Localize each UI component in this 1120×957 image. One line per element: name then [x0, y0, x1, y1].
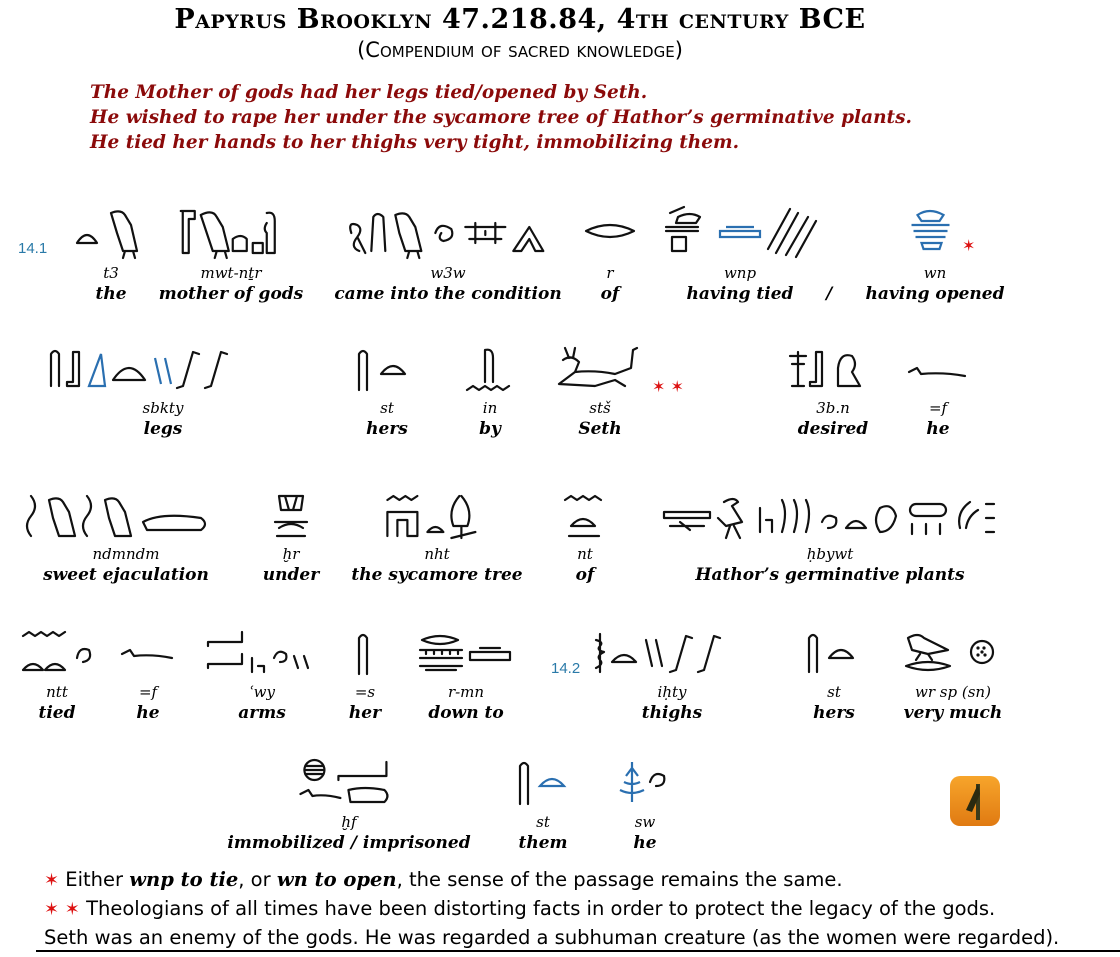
- hieroglyph-group-icon: [898, 628, 1008, 680]
- transliteration: wn: [923, 264, 947, 282]
- word-nt: [555, 492, 615, 586]
- mouth-glyph-icon: [580, 203, 640, 261]
- intro-line: He tied her hands to her thighs very tight, immobilizing them.: [90, 132, 740, 153]
- word-r: [580, 203, 640, 305]
- gloss: of: [600, 284, 620, 304]
- word-t3: [71, 203, 151, 305]
- hieroglyph-group-icon: [17, 628, 97, 680]
- gloss: Seth: [578, 419, 622, 439]
- transliteration: r-mn: [447, 683, 485, 701]
- hieroglyph-group-icon: [71, 203, 151, 261]
- intro-line: The Mother of gods had her legs tied/opened by Seth.: [90, 82, 648, 103]
- page-subtitle: (Compendium of sacred knowledge): [357, 38, 683, 62]
- intro-line: He wished to rape her under the sycamore tree of Hathor’s germinative plants.: [90, 107, 912, 128]
- transliteration: 3b.n: [816, 399, 850, 417]
- transliteration: ḫf: [341, 813, 357, 831]
- word-s: [345, 628, 385, 724]
- hieroglyph-group-icon: [343, 203, 553, 261]
- footnote-2: [44, 895, 1120, 924]
- gloss: very much: [903, 703, 1003, 723]
- word-r-mn: [416, 628, 516, 724]
- gloss: he: [926, 419, 950, 439]
- seth-animal-icon: [545, 344, 655, 396]
- gloss: hers: [813, 703, 855, 723]
- hieroglyph-group-icon: [900, 203, 970, 261]
- star-mark-icon: ✶: [44, 870, 60, 891]
- gloss: arms: [238, 703, 286, 723]
- transliteration: ntt: [46, 683, 68, 701]
- hieroglyph-group-icon: [202, 628, 322, 680]
- word-wn: [866, 203, 1005, 305]
- hieroglyph-group-icon: [778, 344, 888, 396]
- gloss: by: [479, 419, 501, 439]
- transliteration: sw: [634, 813, 656, 831]
- separator-slash: /: [826, 284, 833, 304]
- hieroglyph-group-icon: [592, 628, 752, 680]
- word-st2: [799, 628, 869, 724]
- gloss: legs: [143, 419, 183, 439]
- word-f2: [118, 628, 178, 724]
- word-ntt: [17, 628, 97, 724]
- word-wr-sp-sn: [898, 628, 1008, 724]
- hieroglyph-group-icon: [799, 628, 869, 680]
- gloss: the sycamore tree: [351, 565, 523, 585]
- word-hf: [227, 756, 470, 854]
- transliteration: r: [606, 264, 614, 282]
- folded-cloth-icon: [345, 628, 385, 680]
- gloss: under: [262, 565, 320, 585]
- transliteration: wnp: [723, 264, 757, 282]
- gloss: the: [95, 284, 127, 304]
- footnote-1: [44, 866, 1120, 895]
- transliteration: mwt-nṯr: [200, 264, 262, 282]
- footnote-term: wnp to tie: [129, 868, 239, 891]
- gloss: having tied: [686, 284, 794, 304]
- transliteration: nht: [424, 545, 450, 563]
- gloss: desired: [797, 419, 869, 439]
- word-st3: [508, 756, 578, 854]
- gloss: immobilized / imprisoned: [227, 833, 471, 853]
- transliteration: nt: [577, 545, 593, 563]
- hieroglyph-group-icon: [261, 492, 321, 542]
- word-sbkty: [43, 344, 283, 440]
- word-w3w: [334, 203, 561, 305]
- transliteration: wr sp (sn): [915, 683, 991, 701]
- transliteration: stš: [589, 399, 611, 417]
- transliteration: sbkty: [142, 399, 184, 417]
- transliteration: t3: [103, 264, 119, 282]
- gloss: thighs: [641, 703, 703, 723]
- gloss: sweet ejaculation: [43, 565, 209, 585]
- footnote-text: , the sense of the passage remains the same.: [396, 868, 843, 891]
- gloss: having opened: [865, 284, 1005, 304]
- word-st: [347, 344, 427, 440]
- word-hbywt: [660, 492, 1000, 586]
- transliteration: ndmndm: [92, 545, 160, 563]
- bottom-divider: [36, 950, 1120, 952]
- footnote-text: Theologians of all times have been distorting facts in order to protect the legacy of the gods.: [86, 897, 996, 920]
- hieroglyph-group-icon: [171, 203, 291, 261]
- footnote-text: Either: [65, 868, 130, 891]
- transliteration: st: [536, 813, 550, 831]
- transliteration: in: [482, 399, 498, 417]
- word-ihty: [592, 628, 752, 724]
- footnote-text: , or: [238, 868, 277, 891]
- transliteration: w3w: [430, 264, 466, 282]
- hieroglyph-group-icon: [650, 203, 830, 261]
- hieroglyph-group-icon: [455, 344, 525, 396]
- line-number-14-1: 14.1: [18, 240, 48, 257]
- word-nht: [351, 492, 522, 586]
- footnotes: [44, 866, 1120, 952]
- line-number-14-2: 14.2: [551, 660, 581, 677]
- gloss: came into the condition: [334, 284, 562, 304]
- gloss: down to: [428, 703, 504, 723]
- footnote-term: wn to open: [276, 868, 397, 891]
- word-f: [903, 344, 973, 440]
- transliteration: =f: [138, 683, 158, 701]
- transliteration: st: [827, 683, 841, 701]
- hieroglyph-group-icon: [294, 756, 404, 810]
- word-ndmndm: [21, 492, 231, 586]
- hieroglyph-group-icon: [416, 628, 516, 680]
- page-title: Papyrus Brooklyn 47.218.84, 4th century BCE: [174, 4, 866, 35]
- hieroglyph-group-icon: [377, 492, 497, 542]
- sedge-plant-icon: [610, 756, 680, 810]
- hieroglyph-group-icon: [555, 492, 615, 542]
- star-mark-icon: ✶: [962, 236, 976, 255]
- word-mwt-ntr: [159, 203, 303, 305]
- double-star-mark-icon: ✶ ✶: [44, 899, 80, 920]
- gloss: hers: [366, 419, 408, 439]
- word-hr: [261, 492, 321, 586]
- transliteration: =f: [928, 399, 948, 417]
- gloss: them: [518, 833, 568, 853]
- transliteration: =s: [354, 683, 376, 701]
- footnote-3: Seth was an enemy of the gods. He was regarded a subhuman creature (as the women were regarded).: [44, 926, 1060, 949]
- word-wnp: [650, 203, 833, 305]
- viper-glyph-icon: [903, 344, 973, 396]
- gloss: of: [575, 565, 595, 585]
- intro-translation: [90, 80, 1050, 155]
- transliteration: st: [380, 399, 394, 417]
- site-logo-icon: [950, 776, 1000, 826]
- word-3bn: [778, 344, 888, 440]
- gloss: tied: [38, 703, 76, 723]
- transliteration: iḥty: [657, 683, 687, 701]
- hieroglyph-group-icon: [347, 344, 427, 396]
- transliteration: ḥbywt: [806, 545, 854, 563]
- gloss: her: [348, 703, 382, 723]
- word-sts: [545, 344, 655, 440]
- hieroglyph-group-icon: [21, 492, 231, 542]
- hieroglyph-group-icon: [660, 492, 1000, 542]
- transliteration: ʿwy: [249, 683, 275, 701]
- word-in: [455, 344, 525, 440]
- gloss: Hathor’s germinative plants: [695, 565, 965, 585]
- word-wy: [202, 628, 322, 724]
- viper-glyph-icon: [118, 628, 178, 680]
- gloss: he: [633, 833, 657, 853]
- transliteration: ḫr: [282, 545, 300, 563]
- double-star-mark-icon: ✶ ✶: [652, 377, 684, 396]
- hieroglyph-group-icon: [43, 344, 283, 396]
- gloss: he: [136, 703, 160, 723]
- word-sw: [610, 756, 680, 854]
- hieroglyph-group-icon: [508, 756, 578, 810]
- gloss: mother of gods: [158, 284, 304, 304]
